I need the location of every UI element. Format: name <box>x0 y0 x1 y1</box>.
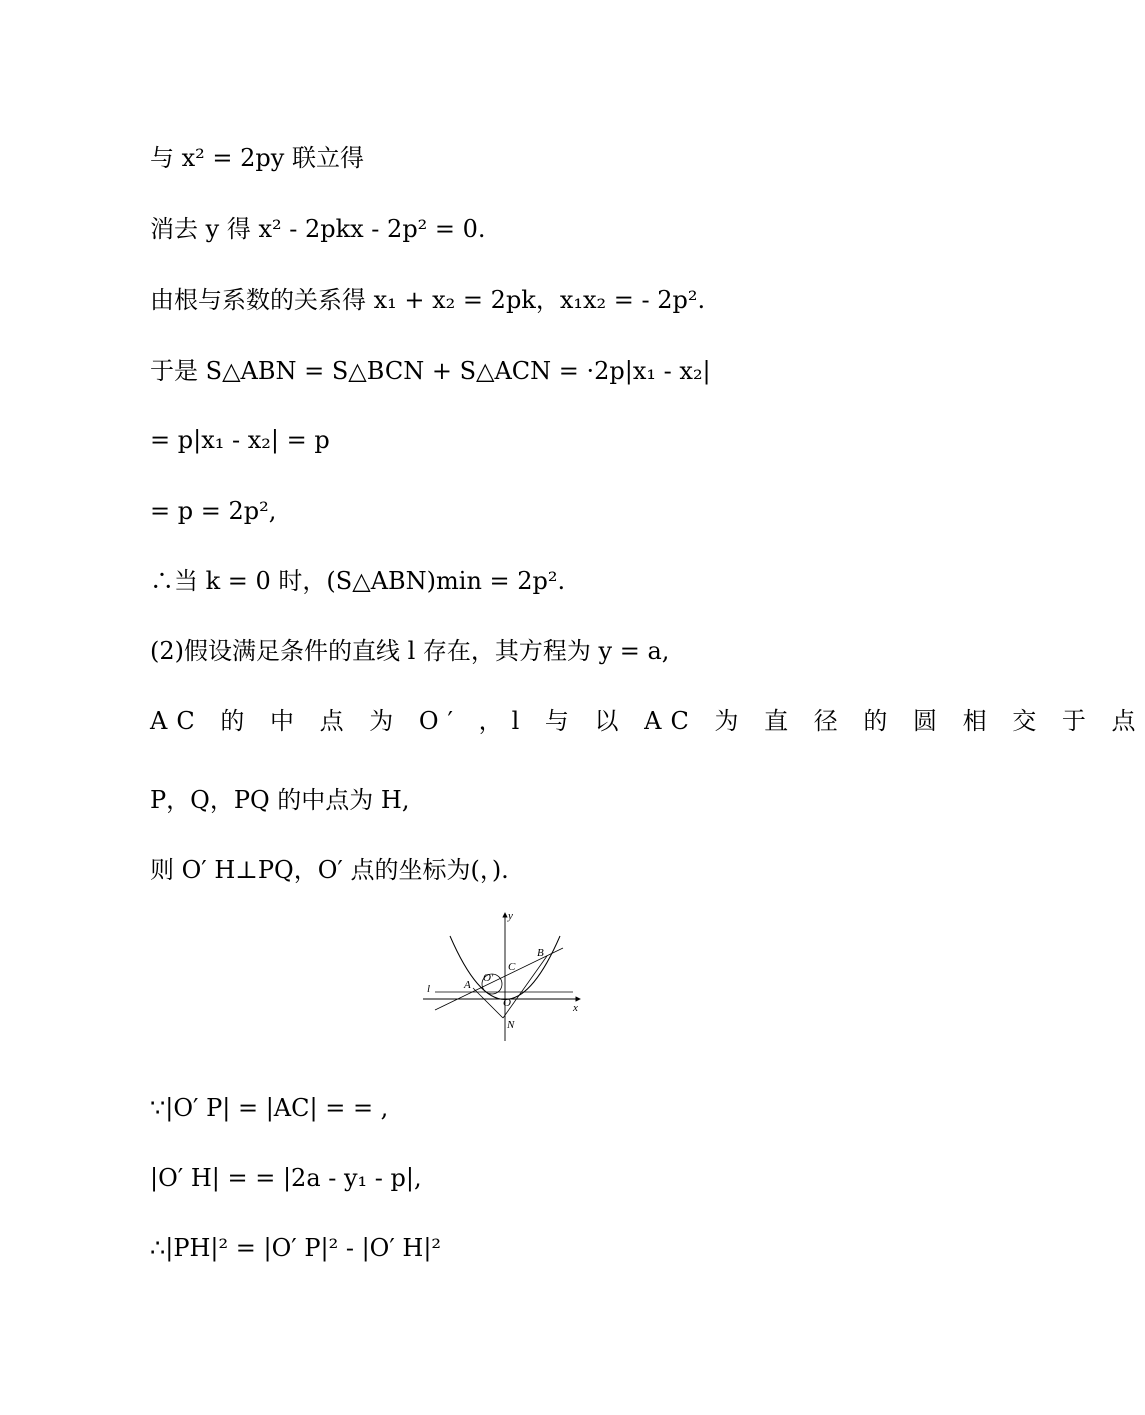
text-line-7: ∴当 k = 0 时，(S△ABN)min = 2p². <box>150 567 566 595</box>
text-line-10: P，Q，PQ 的中点为 H, <box>150 786 410 814</box>
label-l: l <box>427 983 431 995</box>
text-line-2: 消去 y 得 x² ‐ 2pkx ‐ 2p² = 0. <box>150 215 486 243</box>
label-n: N <box>507 1019 515 1031</box>
text-line-1: 与 x² = 2py 联立得 <box>150 144 364 172</box>
text-line-4: 于是 S△ABN = S△BCN + S△ACN = ·2p|x₁ ‐ x₂| <box>150 357 711 385</box>
text-line-6: = p = 2p², <box>150 497 277 525</box>
line-ab <box>435 948 563 1010</box>
text-line-13: |O′ H| = = |2a ‐ y₁ ‐ p|, <box>150 1164 422 1192</box>
geometry-figure <box>415 908 590 1048</box>
parabola-diagram <box>415 908 590 1048</box>
text-line-5: = p|x₁ ‐ x₂| = p <box>150 426 330 454</box>
label-x: x <box>573 1002 578 1014</box>
text-line-11: 则 O′ H⊥PQ，O′ 点的坐标为(，). <box>150 856 509 884</box>
label-o-prime: O′ <box>483 972 494 984</box>
label-y: y <box>508 910 513 922</box>
text-line-14: ∴|PH|² = |O′ P|² ‐ |O′ H|² <box>150 1234 442 1262</box>
text-line-8: (2)假设满足条件的直线 l 存在，其方程为 y = a, <box>150 637 670 665</box>
text-line-9: AC 的 中 点 为 O′ ，l 与 以 AC 为 直 径 的 圆 相 交 于 点 <box>150 707 1145 735</box>
label-c: C <box>508 961 516 973</box>
text-line-3: 由根与系数的关系得 x₁ + x₂ = 2pk，x₁x₂ = ‐ 2p². <box>150 286 706 314</box>
label-a: A <box>464 979 471 991</box>
line-an <box>473 988 503 1018</box>
label-b: B <box>537 947 544 959</box>
label-o: O <box>503 997 511 1009</box>
text-line-12: ∵|O′ P| = |AC| = = , <box>150 1094 389 1122</box>
